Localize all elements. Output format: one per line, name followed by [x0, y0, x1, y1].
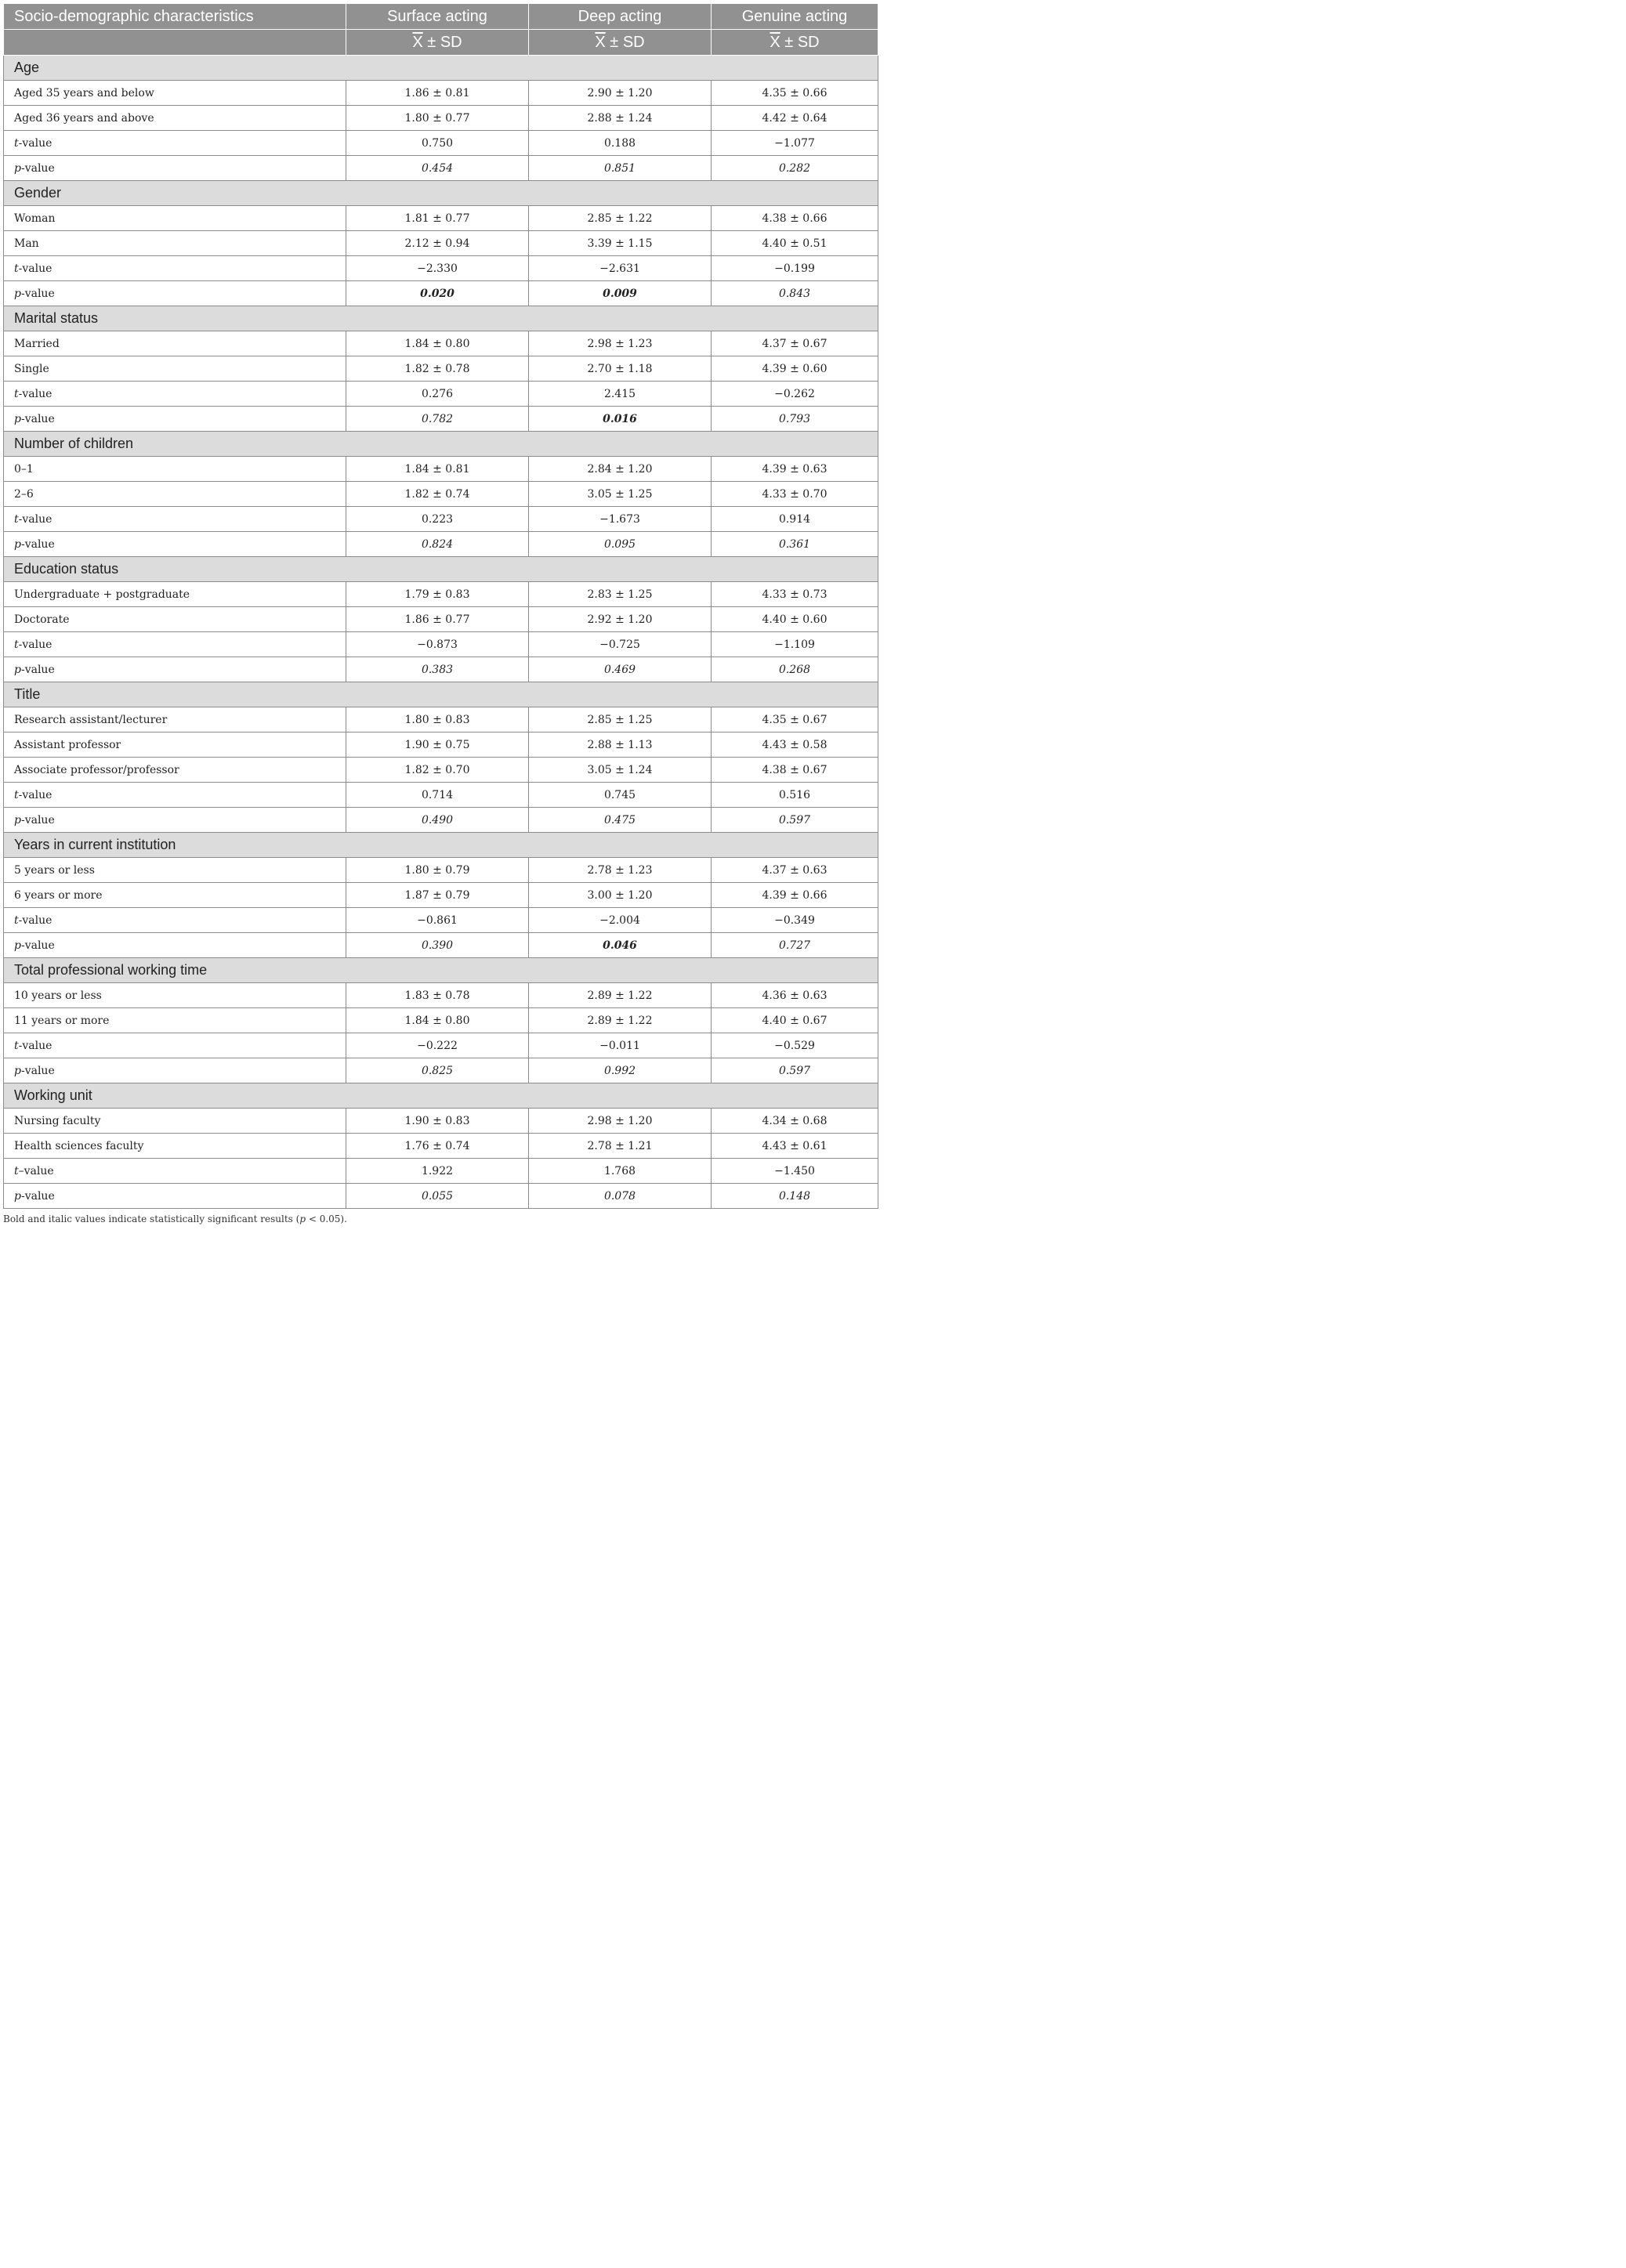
value-cell: 0.276	[346, 382, 529, 407]
row-label	[4, 808, 346, 833]
row-label-text: -value	[20, 537, 55, 551]
group-row	[4, 833, 878, 858]
mean-symbol: $\overline{X}$	[770, 33, 780, 51]
stat-symbol: t	[14, 262, 19, 275]
value-cell: 4.34 ± 0.68	[712, 1109, 878, 1134]
row-label	[4, 1033, 346, 1058]
stat-symbol: p	[14, 287, 21, 300]
group-title: Number of children	[4, 432, 878, 457]
group-title: Age	[4, 56, 878, 81]
value-cell: 4.43 ± 0.61	[712, 1134, 878, 1159]
row-label-text: Associate professor/professor	[14, 763, 179, 776]
value-cell: −0.222	[346, 1033, 529, 1058]
value-cell: 2.90 ± 1.20	[529, 81, 712, 106]
row-label-text: Single	[14, 362, 49, 375]
row-label-text: Aged 35 years and below	[14, 86, 154, 99]
group-title: Education status	[4, 557, 878, 582]
subheader-genuine	[712, 30, 878, 56]
row-label	[4, 81, 346, 106]
value-cell: 0.046	[529, 933, 712, 958]
row-label-text: Woman	[14, 212, 56, 225]
value-cell: 2.85 ± 1.22	[529, 206, 712, 231]
value-cell: 4.33 ± 0.73	[712, 582, 878, 607]
p-value-row	[4, 156, 878, 181]
stat-symbol: p	[14, 1064, 21, 1077]
group-row	[4, 958, 878, 983]
row-label-text: -value	[18, 387, 53, 400]
row-label	[4, 382, 346, 407]
value-cell: 0.597	[712, 808, 878, 833]
footnote-text-end: < 0.05).	[306, 1214, 347, 1224]
table-row	[4, 983, 878, 1008]
table-row	[4, 707, 878, 732]
value-cell: 1.80 ± 0.79	[346, 858, 529, 883]
value-cell: 4.39 ± 0.60	[712, 356, 878, 382]
stat-symbol: p	[14, 939, 21, 952]
row-label	[4, 933, 346, 958]
table-row	[4, 858, 878, 883]
table-row	[4, 1134, 878, 1159]
table-row	[4, 81, 878, 106]
value-cell: 1.87 ± 0.79	[346, 883, 529, 908]
table-row	[4, 331, 878, 356]
value-cell: 0.914	[712, 507, 878, 532]
p-value-row	[4, 532, 878, 557]
value-cell: 1.81 ± 0.77	[346, 206, 529, 231]
table-row	[4, 482, 878, 507]
mean-symbol: $\overline{X}$	[595, 33, 606, 51]
value-cell: −0.873	[346, 632, 529, 657]
value-cell: 0.843	[712, 281, 878, 306]
row-label	[4, 983, 346, 1008]
stat-symbol: t	[14, 1164, 19, 1177]
value-cell: 2.88 ± 1.13	[529, 732, 712, 758]
t-value-row	[4, 632, 878, 657]
value-cell: 2.98 ± 1.20	[529, 1109, 712, 1134]
stat-symbol: t	[14, 913, 19, 927]
row-label-text: Research assistant/lecturer	[14, 713, 168, 726]
value-cell: 2.84 ± 1.20	[529, 457, 712, 482]
value-cell: 4.38 ± 0.66	[712, 206, 878, 231]
value-cell: −0.861	[346, 908, 529, 933]
subheader-surface	[346, 30, 529, 56]
t-value-row	[4, 507, 878, 532]
value-cell: 4.39 ± 0.63	[712, 457, 878, 482]
table-row	[4, 582, 878, 607]
mean-symbol: $\overline{X}$	[412, 33, 423, 51]
value-cell: 2.83 ± 1.25	[529, 582, 712, 607]
header-characteristics: Socio-demographic characteristics	[4, 4, 346, 30]
value-cell: 3.05 ± 1.24	[529, 758, 712, 783]
table-row	[4, 732, 878, 758]
value-cell: −1.673	[529, 507, 712, 532]
value-cell: −0.725	[529, 632, 712, 657]
row-label	[4, 632, 346, 657]
value-cell: 0.268	[712, 657, 878, 682]
stat-symbol: p	[14, 1189, 21, 1203]
row-label	[4, 156, 346, 181]
stat-symbol: t	[14, 136, 19, 150]
subheader-empty	[4, 30, 346, 56]
row-label-text: 2–6	[14, 487, 34, 501]
value-cell: 0.851	[529, 156, 712, 181]
group-row	[4, 1083, 878, 1109]
value-cell: 0.782	[346, 407, 529, 432]
row-label	[4, 281, 346, 306]
row-label	[4, 582, 346, 607]
value-cell: 0.383	[346, 657, 529, 682]
value-cell: −0.529	[712, 1033, 878, 1058]
value-cell: −0.262	[712, 382, 878, 407]
row-label	[4, 1008, 346, 1033]
value-cell: 1.86 ± 0.81	[346, 81, 529, 106]
row-label-text: -value	[18, 913, 53, 927]
value-cell: 0.727	[712, 933, 878, 958]
row-label	[4, 1134, 346, 1159]
value-cell: 0.824	[346, 532, 529, 557]
stat-symbol: t	[14, 512, 19, 526]
row-label-text: 11 years or more	[14, 1014, 110, 1027]
value-cell: 2.78 ± 1.23	[529, 858, 712, 883]
group-row	[4, 432, 878, 457]
value-cell: 0.009	[529, 281, 712, 306]
value-cell: 0.825	[346, 1058, 529, 1083]
table-row	[4, 607, 878, 632]
row-label	[4, 758, 346, 783]
value-cell: 4.40 ± 0.67	[712, 1008, 878, 1033]
value-cell: 1.90 ± 0.75	[346, 732, 529, 758]
group-row	[4, 56, 878, 81]
value-cell: 3.39 ± 1.15	[529, 231, 712, 256]
table-wrapper	[3, 3, 878, 1224]
group-title: Title	[4, 682, 878, 707]
group-row	[4, 682, 878, 707]
table-row	[4, 206, 878, 231]
header-surface-acting: Surface acting	[346, 4, 529, 30]
row-label-text: -value	[20, 161, 55, 175]
group-row	[4, 557, 878, 582]
value-cell: −2.004	[529, 908, 712, 933]
row-label	[4, 908, 346, 933]
stat-symbol: p	[14, 537, 21, 551]
group-row	[4, 181, 878, 206]
sd-label: ± SD	[780, 33, 820, 51]
value-cell: 1.84 ± 0.80	[346, 331, 529, 356]
value-cell: 1.83 ± 0.78	[346, 983, 529, 1008]
row-label	[4, 1159, 346, 1184]
footnote-text: Bold and italic values indicate statistically significant results (	[3, 1214, 300, 1224]
value-cell: 0.750	[346, 131, 529, 156]
value-cell: 1.90 ± 0.83	[346, 1109, 529, 1134]
value-cell: 4.42 ± 0.64	[712, 106, 878, 131]
value-cell: 0.390	[346, 933, 529, 958]
value-cell: 4.35 ± 0.66	[712, 81, 878, 106]
row-label-text: -value	[18, 1039, 53, 1052]
value-cell: 1.82 ± 0.74	[346, 482, 529, 507]
value-cell: 0.745	[529, 783, 712, 808]
value-cell: 0.095	[529, 532, 712, 557]
value-cell: 2.85 ± 1.25	[529, 707, 712, 732]
value-cell: 0.490	[346, 808, 529, 833]
group-title: Years in current institution	[4, 833, 878, 858]
stat-symbol: p	[14, 813, 21, 827]
stat-symbol: p	[14, 663, 21, 676]
p-value-row	[4, 407, 878, 432]
value-cell: 0.078	[529, 1184, 712, 1209]
value-cell: 0.282	[712, 156, 878, 181]
value-cell: −1.077	[712, 131, 878, 156]
row-label-text: -value	[20, 287, 55, 300]
group-row	[4, 306, 878, 331]
value-cell: 0.475	[529, 808, 712, 833]
value-cell: 1.80 ± 0.77	[346, 106, 529, 131]
value-cell: 2.78 ± 1.21	[529, 1134, 712, 1159]
value-cell: 4.35 ± 0.67	[712, 707, 878, 732]
row-label-text: 0–1	[14, 462, 34, 476]
value-cell: 0.361	[712, 532, 878, 557]
table-row	[4, 1008, 878, 1033]
value-cell: 2.12 ± 0.94	[346, 231, 529, 256]
value-cell: 0.020	[346, 281, 529, 306]
row-label-text: Married	[14, 337, 60, 350]
row-label-text: Health sciences faculty	[14, 1139, 144, 1152]
value-cell: −1.109	[712, 632, 878, 657]
stat-symbol: p	[14, 412, 21, 425]
row-label	[4, 858, 346, 883]
row-label-text: 6 years or more	[14, 888, 103, 902]
value-cell: 4.43 ± 0.58	[712, 732, 878, 758]
value-cell: 4.37 ± 0.63	[712, 858, 878, 883]
stat-symbol: p	[14, 161, 21, 175]
row-label	[4, 256, 346, 281]
value-cell: 0.597	[712, 1058, 878, 1083]
row-label-text: -value	[18, 788, 53, 801]
value-cell: 4.36 ± 0.63	[712, 983, 878, 1008]
value-cell: 1.86 ± 0.77	[346, 607, 529, 632]
row-label-text: 5 years or less	[14, 863, 95, 877]
value-cell: 2.89 ± 1.22	[529, 983, 712, 1008]
value-cell: 2.98 ± 1.23	[529, 331, 712, 356]
value-cell: 1.79 ± 0.83	[346, 582, 529, 607]
row-label	[4, 231, 346, 256]
value-cell: 1.84 ± 0.81	[346, 457, 529, 482]
table-row	[4, 457, 878, 482]
group-title: Marital status	[4, 306, 878, 331]
row-label	[4, 206, 346, 231]
row-label-text: -value	[20, 939, 55, 952]
sd-label: ± SD	[422, 33, 462, 51]
row-label	[4, 657, 346, 682]
value-cell: 1.76 ± 0.74	[346, 1134, 529, 1159]
group-title: Total professional working time	[4, 958, 878, 983]
header-genuine-acting: Genuine acting	[712, 4, 878, 30]
value-cell: 4.38 ± 0.67	[712, 758, 878, 783]
row-label-text: -value	[18, 262, 53, 275]
value-cell: 4.40 ± 0.51	[712, 231, 878, 256]
row-label	[4, 1109, 346, 1134]
row-label	[4, 707, 346, 732]
value-cell: 4.40 ± 0.60	[712, 607, 878, 632]
p-value-row	[4, 808, 878, 833]
value-cell: 3.00 ± 1.20	[529, 883, 712, 908]
value-cell: 1.768	[529, 1159, 712, 1184]
value-cell: 0.148	[712, 1184, 878, 1209]
row-label	[4, 507, 346, 532]
value-cell: 3.05 ± 1.25	[529, 482, 712, 507]
p-value-row	[4, 1058, 878, 1083]
p-value-row	[4, 933, 878, 958]
row-label	[4, 331, 346, 356]
value-cell: 0.223	[346, 507, 529, 532]
row-label-text: -value	[20, 663, 55, 676]
value-cell: −0.199	[712, 256, 878, 281]
p-value-row	[4, 1184, 878, 1209]
row-label	[4, 356, 346, 382]
subheader-deep	[529, 30, 712, 56]
t-value-row	[4, 256, 878, 281]
header-deep-acting: Deep acting	[529, 4, 712, 30]
row-label	[4, 607, 346, 632]
value-cell: 2.92 ± 1.20	[529, 607, 712, 632]
row-label	[4, 131, 346, 156]
row-label-text: -value	[20, 1064, 55, 1077]
row-label	[4, 407, 346, 432]
row-label-text: -value	[18, 638, 53, 651]
value-cell: 0.469	[529, 657, 712, 682]
row-label-text: -value	[20, 1189, 55, 1203]
value-cell: 1.82 ± 0.78	[346, 356, 529, 382]
value-cell: 0.188	[529, 131, 712, 156]
row-label-text: -value	[18, 136, 53, 150]
value-cell: −2.631	[529, 256, 712, 281]
t-value-row	[4, 908, 878, 933]
footnote-p-symbol: p	[299, 1214, 306, 1224]
value-cell: 1.80 ± 0.83	[346, 707, 529, 732]
value-cell: 2.89 ± 1.22	[529, 1008, 712, 1033]
value-cell: −0.349	[712, 908, 878, 933]
value-cell: 4.33 ± 0.70	[712, 482, 878, 507]
row-label-text: -value	[18, 512, 53, 526]
sd-label: ± SD	[605, 33, 645, 51]
value-cell: −1.450	[712, 1159, 878, 1184]
table-row	[4, 883, 878, 908]
value-cell: 2.70 ± 1.18	[529, 356, 712, 382]
value-cell: 4.37 ± 0.67	[712, 331, 878, 356]
t-value-row	[4, 1159, 878, 1184]
row-label-text: -value	[20, 412, 55, 425]
p-value-row	[4, 657, 878, 682]
row-label	[4, 532, 346, 557]
value-cell: 0.016	[529, 407, 712, 432]
table-row	[4, 106, 878, 131]
stat-symbol: t	[14, 788, 19, 801]
value-cell: 1.84 ± 0.80	[346, 1008, 529, 1033]
stat-symbol: t	[14, 1039, 19, 1052]
row-label-text: -value	[20, 813, 55, 827]
stat-symbol: t	[14, 638, 19, 651]
value-cell: 0.516	[712, 783, 878, 808]
row-label-text: Assistant professor	[14, 738, 121, 751]
row-label	[4, 783, 346, 808]
value-cell: 1.82 ± 0.70	[346, 758, 529, 783]
t-value-row	[4, 131, 878, 156]
value-cell: 0.793	[712, 407, 878, 432]
row-label-text: 10 years or less	[14, 989, 102, 1002]
p-value-row	[4, 281, 878, 306]
row-label-text: Nursing faculty	[14, 1114, 101, 1127]
table-row	[4, 356, 878, 382]
subheader-row	[4, 30, 878, 56]
row-label-text: Aged 36 years and above	[14, 111, 154, 125]
row-label	[4, 1058, 346, 1083]
value-cell: −2.330	[346, 256, 529, 281]
group-title: Gender	[4, 181, 878, 206]
value-cell: 0.055	[346, 1184, 529, 1209]
row-label	[4, 106, 346, 131]
table-row	[4, 758, 878, 783]
t-value-row	[4, 382, 878, 407]
table-row	[4, 231, 878, 256]
row-label	[4, 457, 346, 482]
value-cell: 1.922	[346, 1159, 529, 1184]
row-label	[4, 1184, 346, 1209]
table-footnote	[3, 1214, 878, 1224]
value-cell: 4.39 ± 0.66	[712, 883, 878, 908]
row-label-text: Doctorate	[14, 613, 70, 626]
value-cell: 2.88 ± 1.24	[529, 106, 712, 131]
table-row	[4, 1109, 878, 1134]
row-label-text: Man	[14, 237, 39, 250]
row-label	[4, 482, 346, 507]
stat-symbol: t	[14, 387, 19, 400]
t-value-row	[4, 783, 878, 808]
value-cell: 2.415	[529, 382, 712, 407]
row-label-text: Undergraduate + postgraduate	[14, 588, 190, 601]
t-value-row	[4, 1033, 878, 1058]
results-table	[3, 3, 878, 1209]
row-label-text: –value	[18, 1164, 54, 1177]
row-label	[4, 883, 346, 908]
value-cell: −0.011	[529, 1033, 712, 1058]
value-cell: 0.992	[529, 1058, 712, 1083]
value-cell: 0.714	[346, 783, 529, 808]
row-label	[4, 732, 346, 758]
value-cell: 0.454	[346, 156, 529, 181]
group-title: Working unit	[4, 1083, 878, 1109]
header-row	[4, 4, 878, 30]
